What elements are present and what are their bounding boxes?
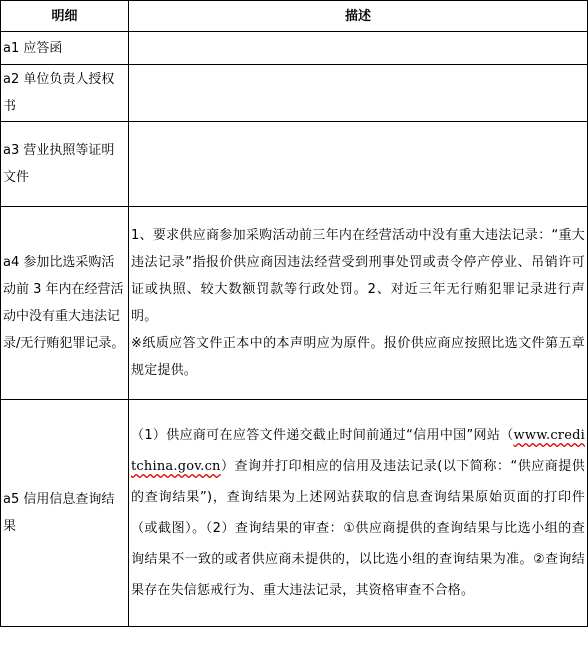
description-paragraph [131,420,585,606]
row-label: a4 参加比选采购活动前 3 年内在经营活动中没有重大违法记录/无行贿犯罪记录。 [1,207,129,400]
description-paragraph: 1、要求供应商参加采购活动前三年内在经营活动中没有重大违法记录：“重大违法记录”指报价供应商因违法经营受到刑事处罚或责令停产停业、吊销许可证或执照、较大数额罚款等行政处罚。2、对近三年无行贿犯罪记录进行声明。 [131,228,585,324]
row-description [129,65,588,122]
table-row [1,400,588,627]
row-label: a2 单位负责人授权书 [1,65,129,122]
table-row [1,32,588,65]
header-detail: 明细 [1,1,129,32]
description-text-post: ）查询并打印相应的信用及违法记录(以下简称：“供应商提供的查询结果”)，查询结果为上述网站获取的信息查询结果原始页面的打印件（或截图）。（2）查询结果的审查：①供应商提供的查询结果与比选小组的查询结果不一致的或者供应商未提供的，以比选小组的查询结果为准。②查询结果存在失信惩戒行为、重大违法记录，其资格审查不合格。 [131,459,585,598]
row-label: a1 应答函 [1,32,129,65]
table-row [1,122,588,207]
header-description: 描述 [129,1,588,32]
table-row [1,207,588,400]
table-row [1,65,588,122]
row-label: a3 营业执照等证明文件 [1,122,129,207]
row-description [129,122,588,207]
table-header-row [1,1,588,32]
credit-china-link[interactable]: www.creditchina.gov.cn [131,428,585,474]
description-text-pre: （1）供应商可在应答文件递交截止时间前通过“信用中国”网站（ [131,428,514,443]
row-description [129,207,588,400]
row-description [129,32,588,65]
row-label: a5 信用信息查询结果 [1,400,129,627]
row-description [129,400,588,627]
description-note: ※纸质应答文件正本中的本声明应为原件。报价供应商应按照比选文件第五章规定提供。 [131,336,585,378]
